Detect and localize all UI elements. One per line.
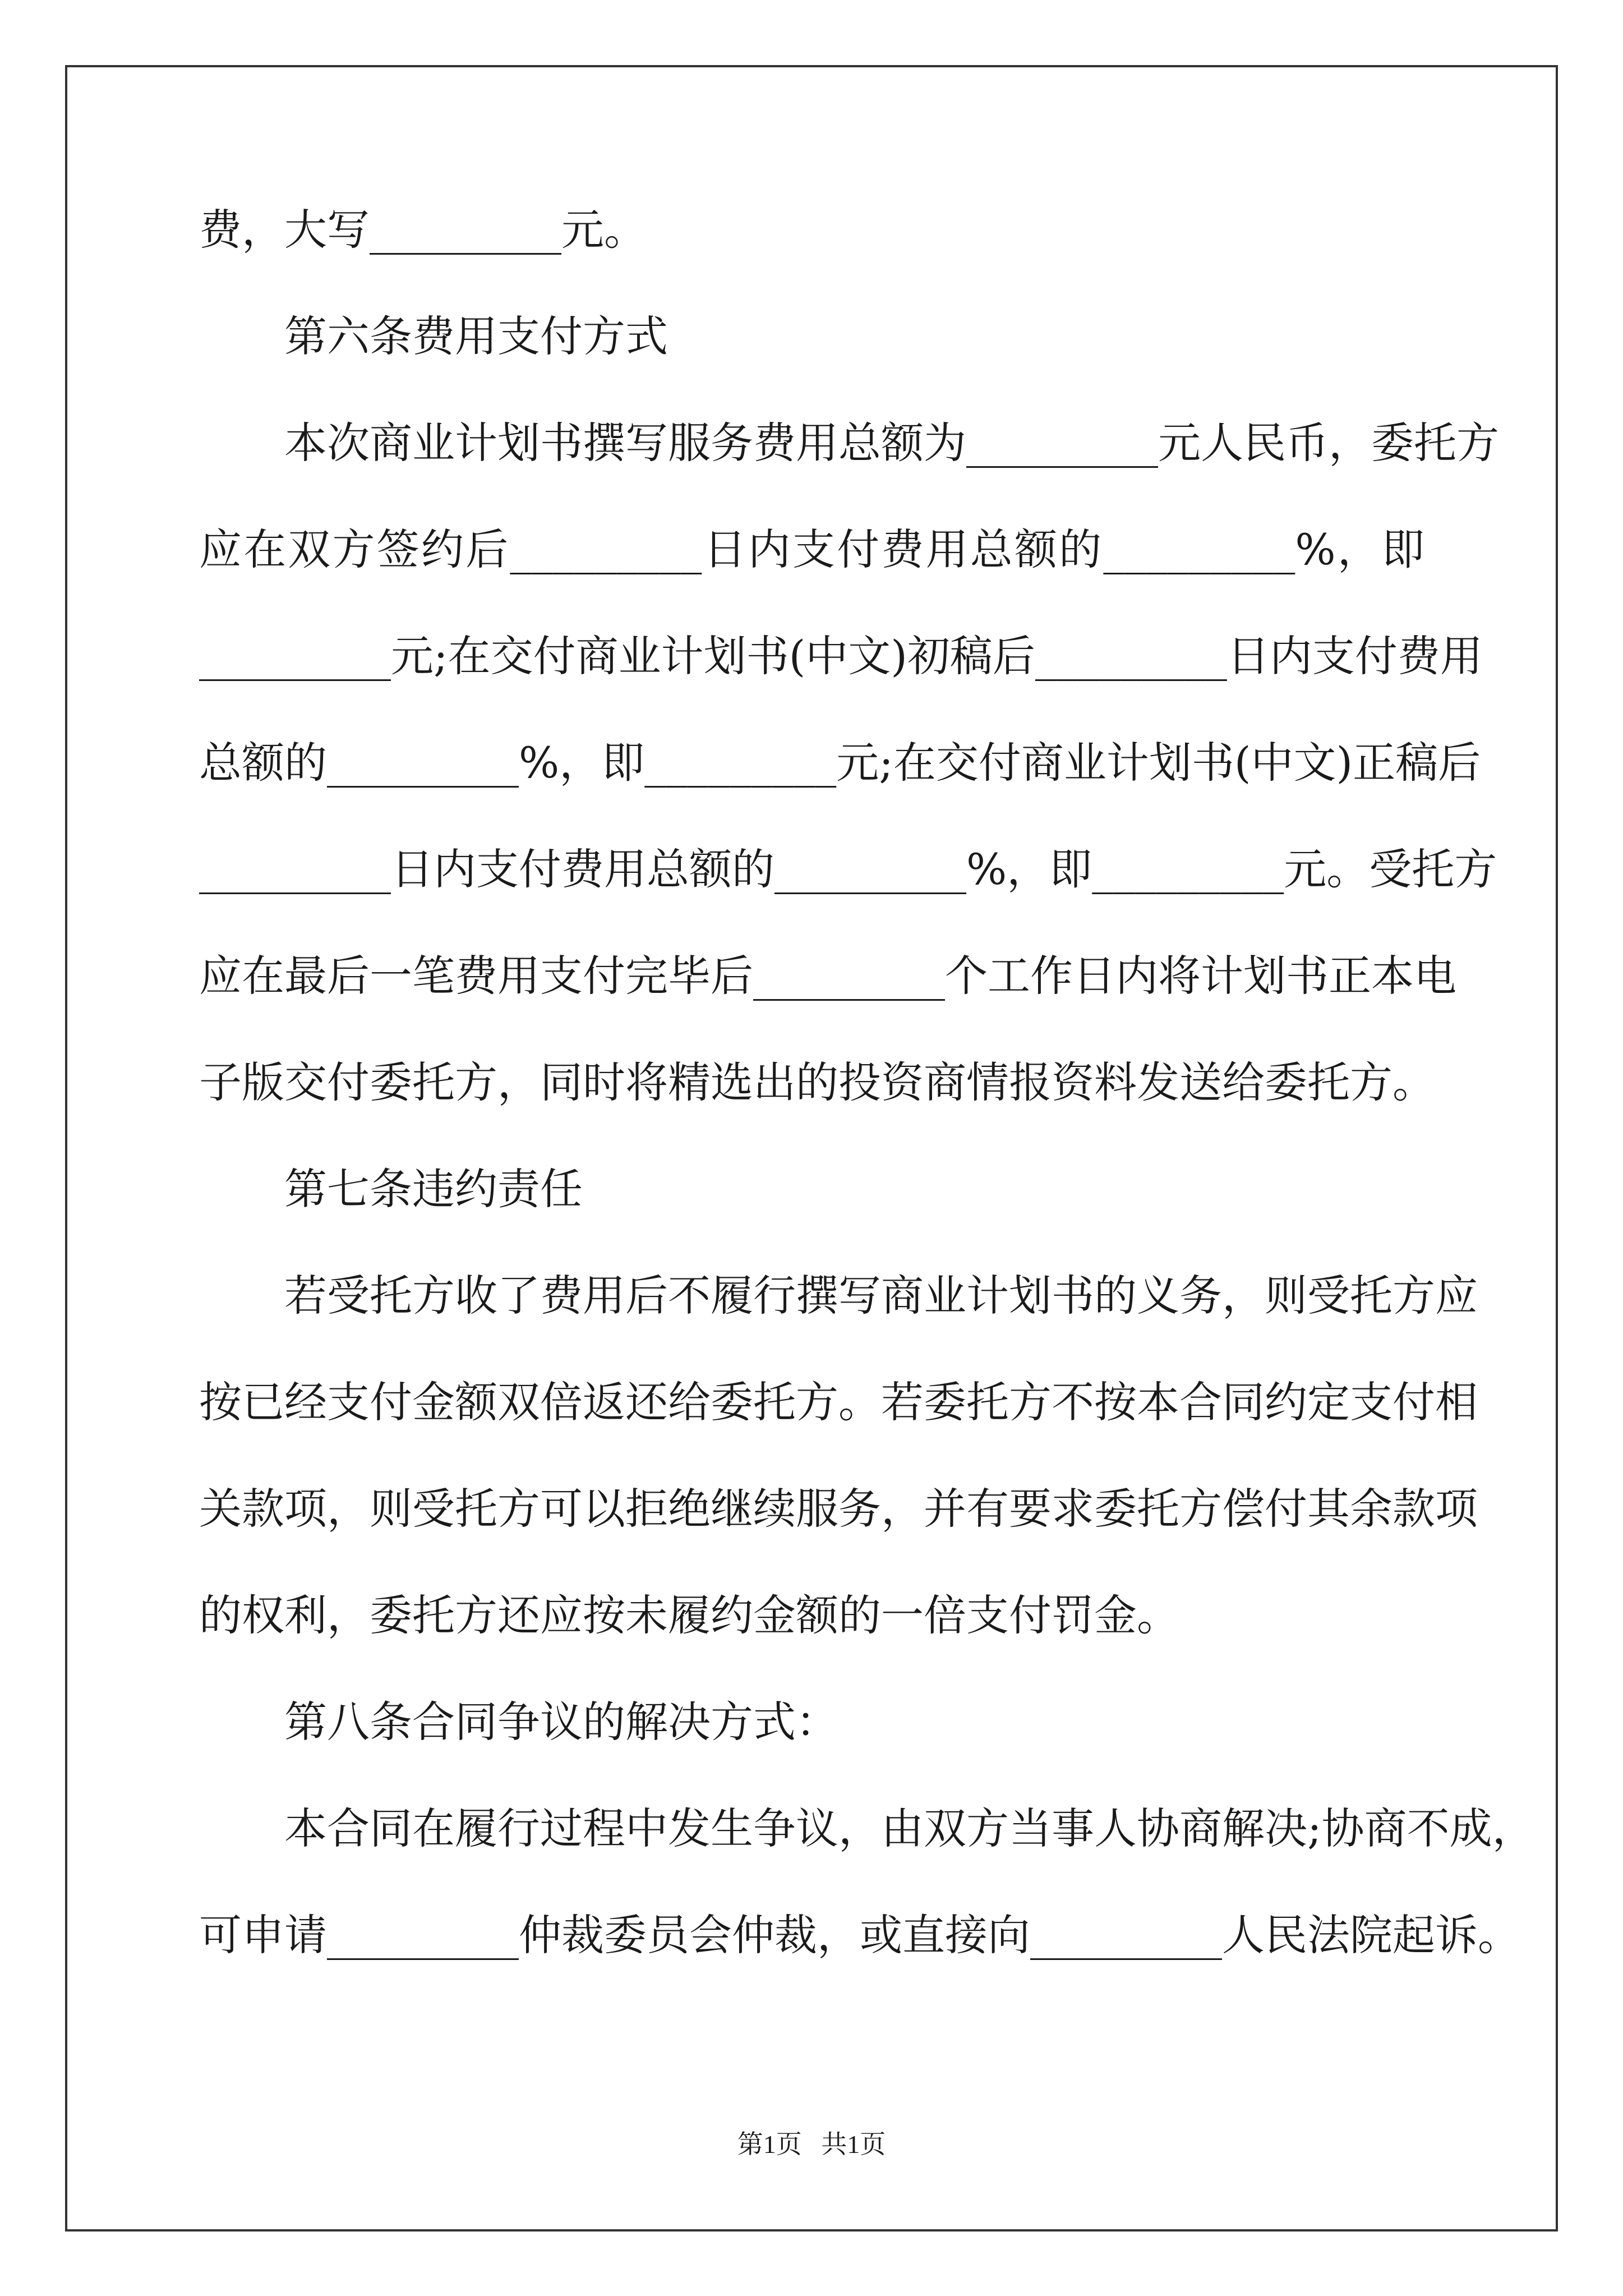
section-heading-article-6: 第六条费用支付方式 xyxy=(284,311,668,361)
document-body xyxy=(199,205,1535,2017)
page-number-footer: 第1页 共1页 xyxy=(737,2130,886,2159)
paragraph-line: 关款项，则受托方可以拒绝继续服务，并有要求委托方偿付其余款项 xyxy=(199,1484,1478,1534)
paragraph-line: 本次商业计划书撰写服务费用总额为_________元人民币，委托方 xyxy=(284,418,1499,468)
paragraph-line: 本合同在履行过程中发生争议，由双方当事人协商解决;协商不成， xyxy=(284,1803,1535,1853)
paragraph-line: 的权利，委托方还应按未履约金额的一倍支付罚金。 xyxy=(199,1590,1179,1640)
paragraph-line: 可申请_________仲裁委员会仲裁，或直接向_________人民法院起诉。 xyxy=(199,1910,1520,1960)
paragraph-line: 按已经支付金额双倍返还给委托方。若委托方不按本合同约定支付相 xyxy=(199,1377,1478,1427)
paragraph-line: 费，大写_________元。 xyxy=(199,205,647,255)
paragraph-line: _________元;在交付商业计划书(中文)初稿后_________日内支付费用 xyxy=(199,631,1483,681)
paragraph-line: 子版交付委托方，同时将精选出的投资商情报资料发送给委托方。 xyxy=(199,1057,1435,1107)
paragraph-line: 若受托方收了费用后不履行撰写商业计划书的义务，则受托方应 xyxy=(284,1271,1478,1320)
section-heading-article-8: 第八条合同争议的解决方式： xyxy=(284,1697,838,1747)
paragraph-line: _________日内支付费用总额的_________%，即_________元。受托方 xyxy=(199,844,1497,894)
paragraph-line: 总额的_________%，即_________元;在交付商业计划书(中文)正稿后 xyxy=(199,738,1481,788)
paragraph-line: 应在最后一笔费用支付完毕后_________个工作日内将计划书正本电 xyxy=(199,951,1456,1001)
section-heading-article-7: 第七条违约责任 xyxy=(284,1164,583,1214)
paragraph-line: 应在双方签约后_________日内支付费用总额的_________%，即 xyxy=(199,524,1424,574)
